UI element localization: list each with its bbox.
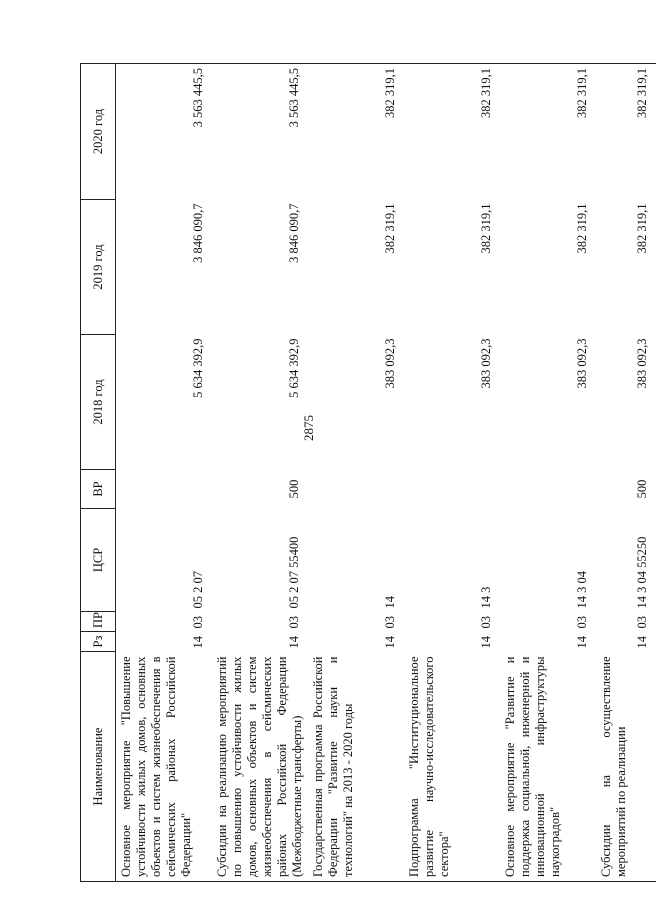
row-csr: 14 3 04 bbox=[574, 571, 589, 609]
row-2020: 3 563 445,5 bbox=[116, 64, 212, 200]
row-name-text: Основное мероприятие "Развитие и поддержка социальной, инженерной и инновационной инфраструктуры наукоградов" bbox=[502, 656, 562, 877]
row-csr: 05 2 07 55400 bbox=[286, 536, 301, 609]
page-number: 2875 bbox=[301, 415, 316, 441]
header-name: Наименование bbox=[81, 652, 116, 882]
row-pr: 03 bbox=[286, 616, 301, 629]
budget-table-container bbox=[80, 64, 649, 882]
row-2018: 5 634 392,9 bbox=[286, 338, 301, 398]
row-name-text: Субсидии на реализацию мероприятий по повышению устойчивости жилых домов, основных объектов и систем жизнеобеспечения в сейсмических районах Российской Федерации (Межбюджетные трансферты) bbox=[214, 656, 304, 877]
row-name bbox=[404, 652, 500, 882]
row-name-text: Основное мероприятие "Повышение устойчивости жилых домов, основных объектов и систем жизнеобеспечения в сейсмических районах Российской Федерации" bbox=[119, 656, 193, 877]
row-2020: 382 319,1 bbox=[596, 64, 656, 200]
row-2020: 382 319,1 bbox=[404, 64, 500, 200]
row-2018: 383 092,3 bbox=[382, 338, 397, 389]
row-name bbox=[500, 652, 596, 882]
table-row bbox=[500, 64, 596, 882]
row-rz: 14 bbox=[190, 636, 205, 649]
row-name-text: Субсидии на осуществление мероприятий по реализации bbox=[598, 656, 628, 877]
table-row bbox=[308, 64, 404, 882]
row-rz: 14 bbox=[478, 636, 493, 649]
header-row bbox=[81, 64, 116, 882]
row-rz: 14 bbox=[574, 636, 589, 649]
row-2018: 383 092,3 bbox=[574, 338, 589, 389]
row-name bbox=[212, 652, 308, 882]
row-name-text: Подпрограмма "Институциональное развитие научно-исследовательского сектора" bbox=[406, 656, 451, 877]
row-2018: 383 092,3 bbox=[634, 338, 649, 389]
table-row bbox=[596, 64, 656, 882]
row-vr bbox=[404, 470, 500, 509]
row-vr bbox=[308, 470, 404, 509]
row-2020: 3 563 445,5 bbox=[212, 64, 308, 200]
row-2019: 382 319,1 bbox=[478, 203, 493, 254]
row-pr: 03 bbox=[478, 616, 493, 629]
row-csr: 14 3 04 55250 bbox=[634, 536, 649, 609]
header-vr: ВР bbox=[81, 470, 116, 509]
row-2019: 3 846 090,7 bbox=[190, 203, 205, 263]
row-2019: 3 846 090,7 bbox=[286, 203, 301, 263]
table-row bbox=[212, 64, 308, 882]
row-csr: 14 bbox=[382, 596, 397, 609]
row-name bbox=[596, 652, 656, 882]
row-2018: 383 092,3 bbox=[478, 338, 493, 389]
row-rz: 14 bbox=[286, 636, 301, 649]
row-pr: 03 bbox=[634, 616, 649, 629]
table-row bbox=[116, 64, 212, 882]
header-rz: Рз bbox=[81, 632, 116, 652]
row-2019: 382 319,1 bbox=[574, 203, 589, 254]
header-csr: ЦСР bbox=[81, 509, 116, 612]
row-csr: 14 3 bbox=[478, 586, 493, 609]
header-2018: 2018 год bbox=[81, 335, 116, 470]
row-rz: 14 bbox=[382, 636, 397, 649]
row-pr: 03 bbox=[382, 616, 397, 629]
table-row bbox=[404, 64, 500, 882]
row-name bbox=[308, 652, 404, 882]
row-2020: 382 319,1 bbox=[500, 64, 596, 200]
header-2020: 2020 год bbox=[81, 64, 116, 200]
header-2019: 2019 год bbox=[81, 200, 116, 335]
row-2018: 5 634 392,9 bbox=[190, 338, 205, 398]
row-2020: 382 319,1 bbox=[308, 64, 404, 200]
budget-table bbox=[80, 63, 656, 882]
row-2019: 382 319,1 bbox=[382, 203, 397, 254]
header-pr: ПР bbox=[81, 612, 116, 632]
row-pr: 03 bbox=[190, 616, 205, 629]
row-2019: 382 319,1 bbox=[634, 203, 649, 254]
row-name-text: Государственная программа Российской Федерации "Развитие науки и технологий" на 2013 - 2020 годы bbox=[310, 656, 355, 877]
row-pr: 03 bbox=[574, 616, 589, 629]
row-csr: 05 2 07 bbox=[190, 571, 205, 609]
row-vr: 500 bbox=[634, 479, 649, 499]
row-vr bbox=[116, 470, 212, 509]
row-rz: 14 bbox=[634, 636, 649, 649]
row-name bbox=[116, 652, 212, 882]
row-vr: 500 bbox=[286, 479, 301, 499]
row-vr bbox=[500, 470, 596, 509]
